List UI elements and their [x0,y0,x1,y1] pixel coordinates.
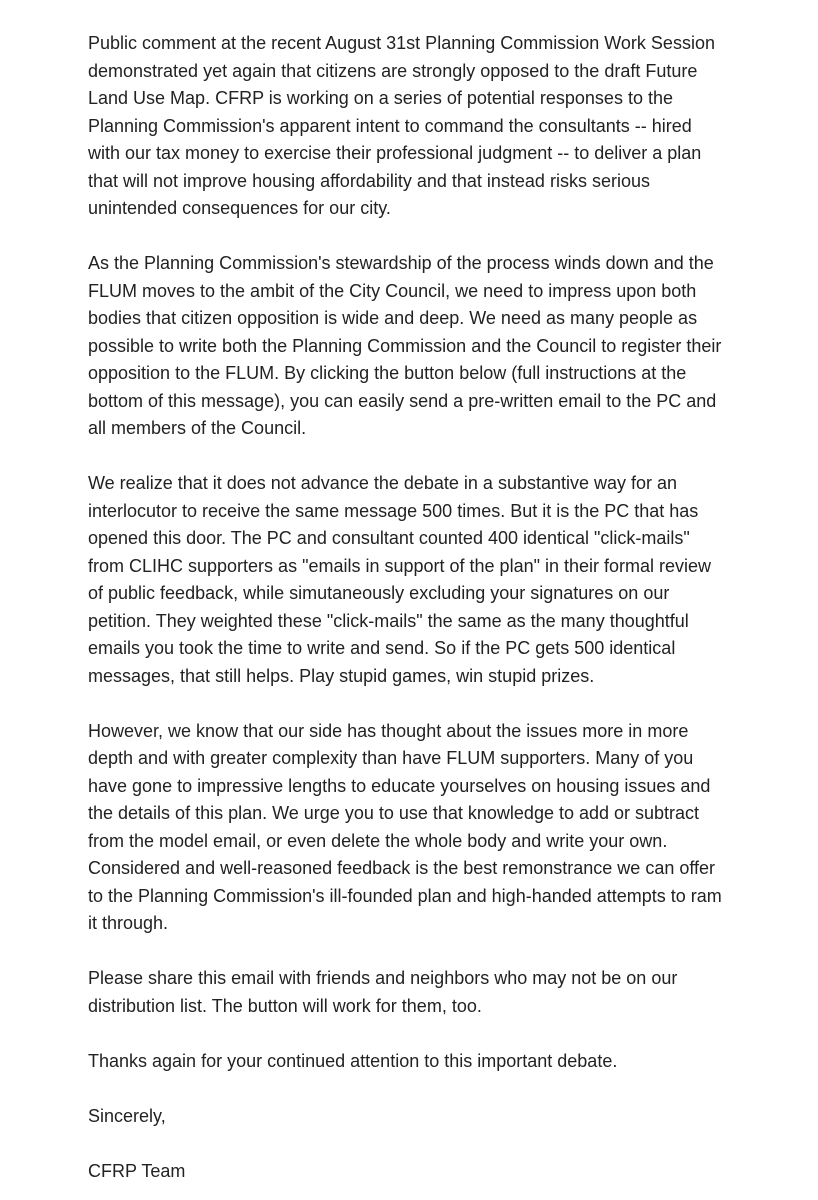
closing: Sincerely, [88,1105,166,1126]
paragraph-public-comment: Public comment at the recent August 31st Planning Commission Work Session demonstrated yet again that citizens are strongly opposed to the draft Future Land Use Map. CFRP is working on a series of potential responses to the Planning Commission's apparent intent to command the consultants -- hired with our tax money to exercise their professional judgment -- to deliver a plan that will not improve housing affordability and that instead risks serious unintended consequences for our city. [88,33,715,218]
paragraph-urge-own-email: However, we know that our side has thought about the issues more in more depth and with greater complexity than have FLUM supporters. Many of you have gone to impressive lengths to educate yourselves on housing issues and the details of this plan. We urge you to use that knowledge to add or subtract from the model email, or even delete the whole body and write your own. Considered and well-reasoned feedback is the best remonstrance we can offer to the Planning Commission's ill-founded plan and high-handed attempts to ram it through. [88,720,722,933]
signature: CFRP Team [88,1160,186,1181]
paragraph-thanks: Thanks again for your continued attention to this important debate. [88,1050,618,1071]
paragraph-stewardship: As the Planning Commission's stewardship of the process winds down and the FLUM moves to the ambit of the City Council, we need to impress upon both bodies that citizen opposition is wide and deep. We need as many people as possible to write both the Planning Commission and the Council to register their opposition to the FLUM. By clicking the button below (full instructions at the bottom of this message), you can easily send a pre-written email to the PC and all members of the Council. [88,253,722,438]
email-body [88,30,748,1185]
paragraph-click-mails: We realize that it does not advance the debate in a substantive way for an interlocutor to receive the same message 500 times. But it is the PC that has opened this door. The PC and consultant counted 400 identical "click-mails" from CLIHC supporters as "emails in support of the plan" in their formal review of public feedback, while simutaneously excluding your signatures on our petition. They weighted these "click-mails" the same as the many thoughtful emails you took the time to write and send. So if the PC gets 500 identical messages, that still helps. Play stupid games, win stupid prizes. [88,473,712,686]
paragraph-share: Please share this email with friends and neighbors who may not be on our distribution list. The button will work for them, too. [88,968,678,1016]
